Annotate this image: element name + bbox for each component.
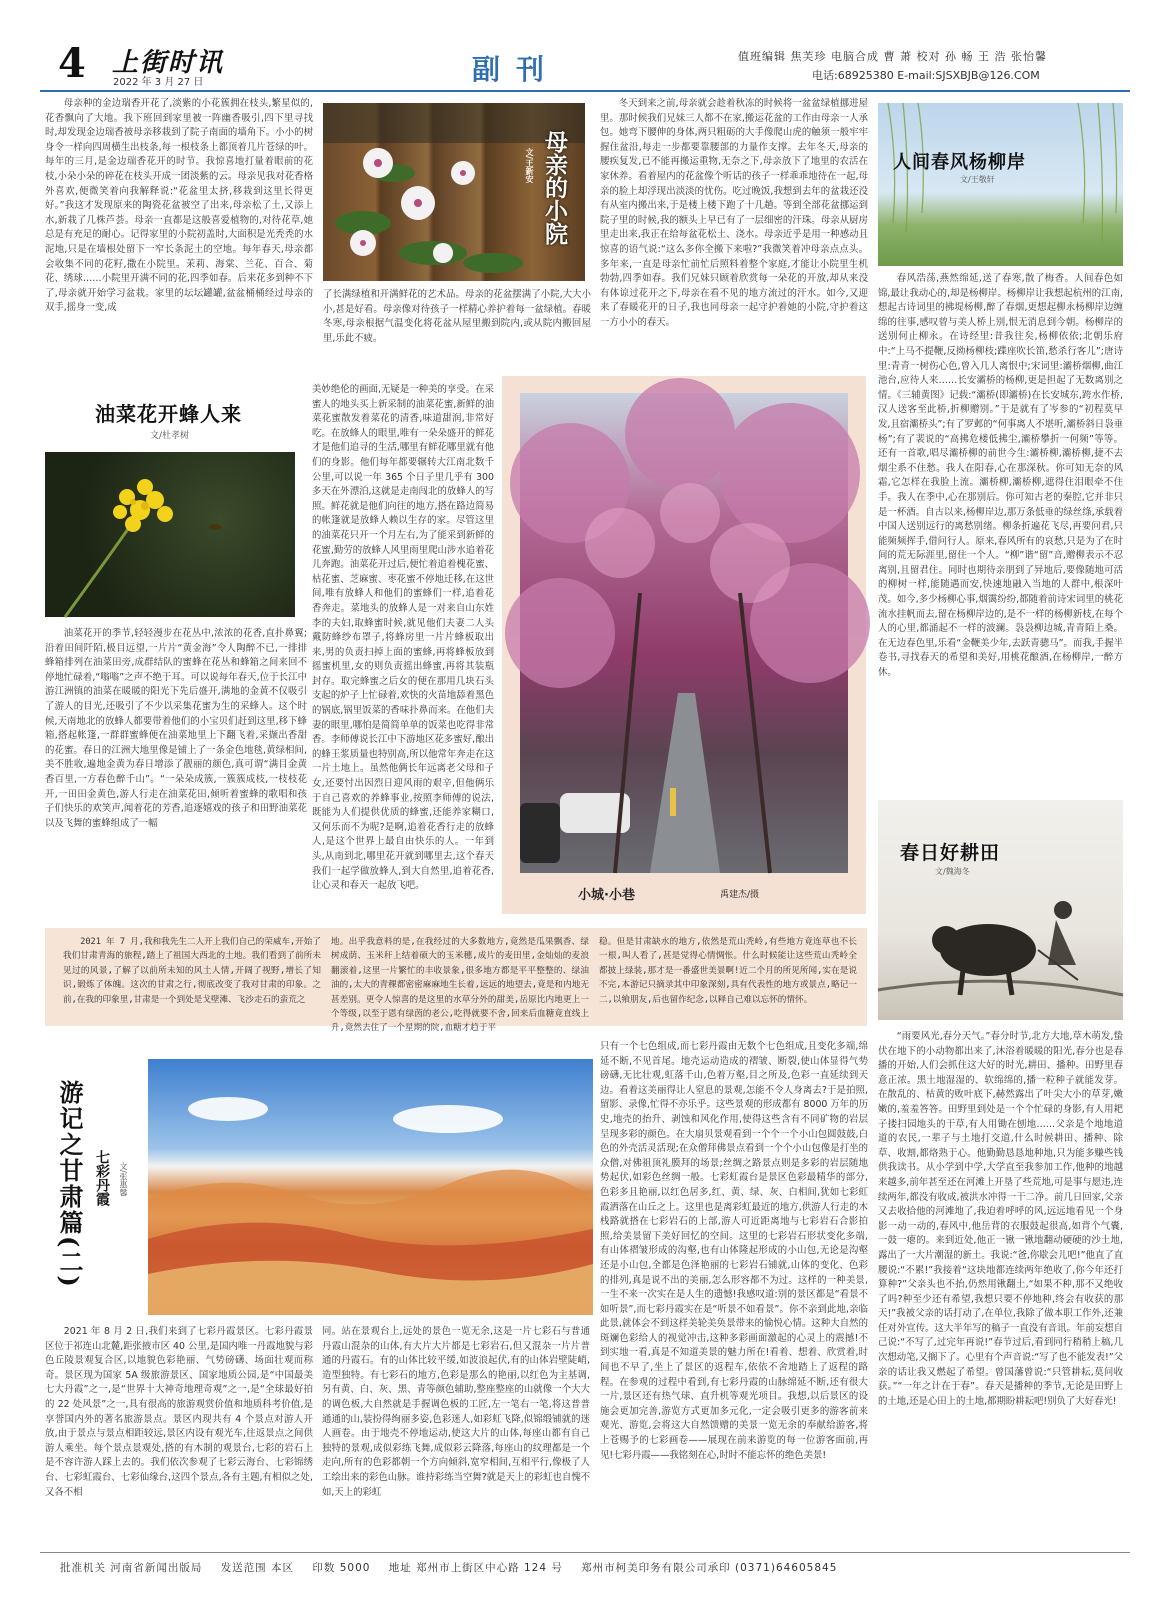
footer-approval: 批准机关 河南省新闻出版局	[60, 1562, 203, 1574]
rapeseed-flower-illustration	[45, 452, 295, 617]
alley-photo-caption: 小城·小巷	[578, 888, 635, 903]
alley-photo	[520, 393, 848, 873]
travel-intro-col2: 地。出乎我意料的是,在我经过的大多数地方,竟然是瓜果飘香、绿树成荫、玉米秆上结着硕大的玉米穗,成片的麦田里,金灿灿的麦浪翻滚着,这里一片繁忙的丰收景象,很多地方都是平平整整的、绿油油的,太大的青稞都密密麻麻地生长着,远远的地望去,竟是和内地无甚差别。更令人惊喜的是这里的水草分外的甜美,岳原比内地更上一个等级,以至于恩有绿茵的老公,吃得就要不舍,回来后血糖竟直线上升,竟然去住了一个星期的院,血糖才趋于平	[331, 937, 589, 1034]
bees-article-col1: 油菜花开的季节,轻轻漫步在花丛中,浓浓的花香,直扑鼻翼;沿着田间阡陌,极目远望,一片片“黄金海”令人陶醉不已,一排排蜂箱排列在油菜田旁,成群结队的蜜蜂在花丛和蜂箱之间来回不停地忙碌着,“嗡嗡”之声不绝于耳。可以说每年春天,位于长江中游江洲镇的油菜在暖暖的阳光下先后盛开,满地的金黄不仅吸引了游人的目光,还吸引了不少以采集花蜜为生的采蜂人。这个时候,天南地北的放蜂人都要带着他们的小宝贝们赶到这里,移下蜂箱,搭起帐篷,一群群蜜蜂便在油菜地里上下翻飞着,采撷出香甜的花蜜。春日的江洲大地里像是铺上了一条金色地毯,黄绿相间,美不胜收,遍地金黄为春日增添了靓丽的颜色,真可谓“满目金黄香百里,一方春色醉千山”。“一朵朵成簇,一簇簇成枝,一枝枝花开,一田田金黄色,游人行走在油菜花田,倾听着蜜蜂的歌唱和孩子们快乐的欢笑声,闻着花的芳香,追逐嬉戏的孩子和田野油菜花以及飞舞的蜜蜂组成了一幅	[45, 628, 307, 829]
travel-article-title: 游记之甘肃篇(二)	[55, 1080, 84, 1289]
travel-article-subtitle: 七彩丹霞	[94, 1150, 110, 1206]
blossom-alley-illustration	[520, 393, 848, 873]
willow-photo	[878, 103, 1123, 266]
travel-intro-col3: 稳。但是甘肃缺水的地方,依然是荒山秃岭,有些地方竟连草也不长一根,叫人看了,甚是觉得心情惆怅。什么时候能让这些荒山秃岭全都披上绿装,那才是一番盛世美景啊!近二个月的所见所闻,实在是说不完,本游记只摘录其中印象深刻,具有代表性的地方或景点,略记一二,以飨朋友,后也留作纪念,以释自己难以忘怀的情怀。	[599, 937, 857, 1005]
travel-intro-col1: 2021 年 7 月,我和我先生二人开上我们自己的荣威车,开始了我们甘肃青海的旅程,踏上了祖国大西北的土地。我们看到了前所未见过的风景,了解了以前所未知的风土人情,开阔了视野,增长了知识,锻炼了体魄。这次的甘肃之行,彻底改变了我对甘肃的印象。之前,在我的印象里,甘肃是一个到处是戈壁滩、飞沙走石的蛮荒之	[63, 937, 321, 1005]
page-number: 4	[58, 40, 86, 87]
alley-photo-credit: 禹建杰/摄	[720, 890, 760, 900]
footer-print-count: 印数 5000	[312, 1562, 371, 1574]
bees-article-byline: 文/杜孝树	[150, 431, 190, 441]
farming-painting	[878, 800, 1123, 1020]
travel-article-byline: 文/张惠馨	[119, 1162, 128, 1197]
issue-date: 2022 年 3 月 27 日	[113, 77, 204, 88]
farming-article-col: “雨要风光,春分天气。”春分时节,北方大地,草木萌发,蛰伏在地下的小动物都出来了,沐浴着暖暖的阳光,春分也是春播的开始,人们会抓住这大好的时光,耕田、播种。田野里春意正浓。黑土地湿湿的、软绵绵的,播一粒种子就能发芽。在散乱的、枯黄的败叶底下,赫然露出了叶尖大小的草芽,嫩嫩的,羞羞答答。田野里到处是一个个忙碌的身影,有人用耙子搂扫园地头的干草,有人用锄在刨地……父亲是个地地道道的农民,一辈子与土地打交道,什么时候耕田、播种、除草、收割,都烙熟于心。他勤勤恳恳地种地,只为能多赚些钱供我读书。从小学到中学,大学直至我参加工作,他种的地越来越多,前年甚至还在河滩上开垦了些荒地,可是事与愿违,连续两年,都没有收成,被洪水冲得一干二净。前几日回家,父亲又去收拾他的河滩地了,我迫着呼呼的风,远远地看见一个身影一动一动的,春风中,他岳背的衣服鼓起很高,如背个气囊,一鼓一瘪的。来到近处,他正一锹一锹地翻动硬硬的沙土地,露出了一大片潮湿的新土。我说:“爸,你歇会儿吧!”他直了直腰说:“不累!”我接着“这块地都连续两年绝收了,你今年还打算种?”父亲头也不抬,仍然用锹翻土,“如果不种,那不又绝收了吗?种至少还有希望,我想只要不停地种,终会有收获的那天!”我被父亲的话打动了,在单位,我除了做本职工作外,还兼任对外宣传。这大半年写的稿子一直没有音讯。年前妄想自己说:“不写了,过完年再说!”春节过后,看到同行稍稍上稿,几次想动笔,又搁下了。心里有个声音说:“写了也不能发表!”父亲的话让我又燃起了希望。曾国藩曾说:“只管耕耘,莫问收获。”“一年之计在于春”。春天是播种的季节,无论是田野上的土地,还是心田上的土地,都期盼耕耘吧!别负了大好春光!	[878, 1031, 1123, 1407]
header-divider	[40, 90, 1130, 92]
bees-article-col2: 美妙绝伦的画面,无疑是一种美的享受。在采蜜人的地头买上新采制的油菜花蜜,新鲜的油菜花蜜散发着菜花的清香,味道甜润,非常好吃。在放蜂人的眼里,唯有一朵朵盛开的鲜花才是他们追寻的生活,哪里有鲜花哪里就有他们的身影。他们每年都要辗转大江南北数千公里,可以说一年 365 个日子里几乎有 300 多天在外漂泊,这就是走南闯北的放蜂人的写照。鲜花就是他们向往的地方,搭在路边简易的帐篷就是放蜂人赖以生存的家。尽管这里的油菜花只开一个月左右,为了能采到新鲜的花蜜,勤劳的放蜂人风里雨里爬山涉水追着花儿奔跑。油菜花开过后,便忙着追着槐花蜜、枯花蜜、芝麻蜜、枣花蜜不停地迁移,在这世间,唯有放蜂人和他们的蜜蜂们一样,追着花香奔走。菜地头的放蜂人是一对来自山东姓李的夫妇,取蜂蜜时候,就见他们夫妻二人头戴防蜂纱布罩子,将蜂房里一片片蜂板取出来,男的负责扫掉上面的蜜蜂,再将蜂板放到摇蜜机里,女的则负责摇出蜂蜜,再将其装瓶封存。取完蜂蜜之后女的便在那用几块石头支起的炉子上忙碌着,欢快的火苗地舔着黑色的锅底,锅里饭菜的香味扑鼻而来。在他们夫妻的眼里,哪怕是简简单单的饭菜也吃得非常香。李师傅说长江中下游地区花多蜜好,酿出的蜂王浆质量也特别高,所以他常年奔走在这一片土地上。虽然他俩长年远离老父母和子女,还要忖出因烈日迎风雨的艰辛,但他俩乐于自己喜欢的养蜂事业,按照李师傅的说法,既能为人们提供优质的蜂蜜,还能养家糊口,又何乐而不为呢?是啊,追着花香行走的放蜂人,是这个世界上最自由快乐的人。一年到头,从南到北,哪里花开就到哪里去,这个春天我们一起学做放蜂人,到大自然里,追着花香,让心灵和春天一起放飞吧。	[312, 384, 494, 892]
farming-article-byline: 文/魏海冬	[935, 867, 970, 876]
travel-article-col1: 2021 年 8 月 2 日,我们来到了七彩丹霞景区。七彩丹霞景区位于祁连山北麓,距张掖市区 40 公里,是国内唯一丹霞地貌与彩色丘陵景观复合区,以地貌色彩艳丽、气势磅礴、场面壮观而称奇。景区现为国家 5A 级旅游景区、国家地质公园,是“中国最美七大丹霞”之一,是“世界十大神奇地理奇观”之一,是“全球最好拍的 22 处风景”之一,具有很高的旅游观赏价值和地质科考价值,是享誉国内外的著名旅游景点。景区内现共有 4 个景点对游人开放,由于景点与景点相距较远,景区内设有观光车,往返景点之间供游人乘坐。每个景点景观处,搭的有木制的观景台,七彩的岩石上是不容许游人踩上去的。我们依次参观了七彩云海台、七彩锦绣台、七彩虹霞台、七彩仙缘台,这四个景点,各有主题,有相似之处,又各不相	[45, 1326, 313, 1498]
ox-plowing-illustration	[878, 800, 1123, 1020]
mother-article-col1: 母亲种的金边瑞香开花了,淡紫的小花簇拥在枝头,繁星似的,花香飘向了大地。我下班回到家里被一阵幽香吸引,四下里寻找时,却发现金边瑞香被母亲移栽到了院子南面的墙角下。小小的树身令一样向四周横生出枝条,每一根枝条上都顶着几片苍绿的叶。每年的三月,是金边瑞香花开的时节。我惊喜地打量着眼前的花枝,小朵小朵的碎花在枝头开成一团淡紫的云。母亲见我对花香格外喜欢,便微笑着向我解释说:“花盆里太挤,移栽到这里长得更好。”我这才发现原来的陶瓷花盆被空了出来,母亲松了土,又添上水,新栽了几株芦荟。母亲一直都是这般喜爱植物的,对待花草,她总是有充足的耐心。记得家里的小院初盖时,大面积是光秃秃的水泥地,只是在墙根处留下一窄长条泥土的空地。每年春天,母亲都会收集不同的花籽,撒在小院里。茉莉、海棠、兰花、百合、菊花、绣球……小院里开满不同的花,四季如春。后来花多到种不下了,母亲就开始学习盆栽。家里的坛坛罐罐,盆盆桶桶经过母亲的双手,摇身一变,成	[45, 98, 313, 314]
travel-article-col2: 同。站在景观台上,远处的景色一览无余,这是一片七彩石与普通丹霞山混杂的山体,有大片大片都是七彩岩石,但又混杂一片片普通的丹霞石。有的山体比较平缓,如波浪起伏,有的山体岩壁陡峭,造型独特。有七彩石的地方,色彩是那么的艳丽,以红色为主基调,另有黄、白、灰、黑、青等颜色辅助,整座整座的山就像一个大大的调色板,大自然就是手握调色板的工匠,左一笔右一笔,将这普普通通的山,装扮得绚丽多姿,色彩迷人,如彩虹飞降,似锦缎铺就的迷人画卷。由于地壳不停地运动,使这大片的山体,每座山都有自己独特的景观,成似彩练飞舞,成似彩云降落,每座山的纹理都是一个走向,所有的色彩都朝一个方向倾斜,宽窄相间,互相平行,像极了人工绘出来的彩色山脉。谁持彩练当空舞?就是天上的彩虹也自愧不如,天上的彩虹	[322, 1326, 590, 1498]
footer-printer: 郑州市柯美印务有限公司承印 (0371)64605845	[581, 1562, 838, 1574]
danxia-landform-illustration	[148, 1059, 593, 1315]
paper-logo: 上街时讯	[112, 48, 225, 78]
mother-article-byline: 文/王新安	[525, 148, 535, 183]
bees-article-title: 油菜花开蜂人来	[95, 402, 242, 426]
section-title: 副刊	[472, 53, 561, 86]
footer-address: 地址 郑州市上街区中心路 124 号	[388, 1562, 563, 1574]
willow-illustration	[878, 103, 1123, 266]
willow-article-byline: 文/王敬轩	[960, 175, 995, 184]
rainbow-danxia-photo	[148, 1059, 593, 1315]
mother-article-title: 母亲的小院	[541, 130, 568, 245]
footer-distribution: 发送范围 本区	[220, 1562, 295, 1574]
footer-divider	[40, 1552, 1130, 1553]
footer-info	[60, 1560, 851, 1575]
rapeseed-bee-photo	[45, 452, 295, 617]
willow-article-title: 人间春风杨柳岸	[893, 152, 1026, 173]
staff-credits: 值班编辑 焦芙珍 电脑合成 曹 萧 校对 孙 畅 王 浩 张怡馨	[738, 50, 1047, 63]
contact-info: 电话:68925380 E-mail:SJSXBJB@126.COM	[812, 69, 1040, 82]
willow-article-col: 春风浩荡,燕然绵延,送了春寒,散了梅香。人间春色如锦,最让我动心的,却是杨柳岸。杨柳岸让我想起杭州的江南,想起古诗词里的拂堤杨柳,醉了春烟,更想起柳永杨柳岸边缠绵的往事,感叹曾与美人桥上别,恨无消息到今朝。杨柳岸的送别何止柳永。在诗经里:昔我往矣,杨柳依依;北朝乐府中:“上马不提鞭,反拗杨柳枝;蹀座吹长笛,愁杀行客儿”;唐诗里:青青一树伤心色,曾入几人离恨中;宋词里:灞桥烟柳,曲江池台,应待人来……长安灞桥的杨柳,更是担起了无数离别之情。《三辅黄图》记载:“灞桥(即灞桥)在长安城东,跨水作桥,汉人送客至此桥,折柳赠别。”于是就有了岑参的“初程莫早发,且宿灞桥头”;有了罗邺的“何事离人不堪听,灞桥斜日袅垂杨”;有了裴说的“高拂危楼低拂尘,灞桥攀折一何频”等等。还有一首歌,唱尽灞桥柳的前世今生:灞桥柳,灞桥柳,捷不去烟尘系不住愁。我人在阳春,心在那深秋。你可知无奈的风霜,它怎样在我脸上流。灞桥柳,灞桥柳,遮得住泪眼牵不住手。我人在季中,心在那别后。你可知古老的秦腔,它并非只是一杯酒。自古以来,杨柳岸边,那万条低垂的绿丝绦,承载着中国人送别远行的离愁别绪。柳条折遍花飞尽,再要问君,只能频频挥手,借问行人。原来,春风所有的哀愁,只是为了在时间的荒无际涯里,留住一个人。“柳”谐“留”音,赠柳表示不忍离别,且留君住。同时也期待亲朋到了异地后,要像随地可活的柳树一样,能随遇而安,快速地融入当地的人群中,根深叶茂。如今,多少杨柳心事,烟霭纷纷,都随着前诗宋词里的桃花流水挂帆而去,留在杨柳岸边的,是不一样的杨柳新枝,在每个人的心里,都涌起不一样的波澜。袅袅柳边城,青青陌上桑。在无边春色里,乐看“金鞭美少年,去跃青骢马”。而我,手握半卷书,寻找春天的希望和美好,用桃花酿酒,在杨柳岸,一醉方休。	[878, 273, 1123, 679]
farming-article-title: 春日好耕田	[900, 842, 1001, 864]
travel-article-col3: 只有一个七色组成,而七彩丹霞由无数个七色组成,且变化多端,绵延不断,不见首尾。地壳运动造成的褶皱、断裂,使山体显得气势磅礴,无比壮观,虹落千山,色着万壑,目之所及,色彩一直延续到天边。看着这美丽得让人窒息的景观,怎能不令人身离去?于是拍照,留影、录像,忙得不亦乐乎。这些景观的形成都有 8000 万年的历史,地壳的抬升、剥蚀和风化作用,使得这些含有不同矿物的岩层呈现多彩的颜色。在大扇贝景观看到一个个一个小山包圆鼓鼓,白色的外壳活灵活现;在众僧拜佛景点看到一个个小山包像是打坐的众僧,对佛祖顶礼膜拜的场景;丝绸之路景点则是多彩的岩层随地势起伏,如彩色丝绸一般。七彩虹霞台是景区色彩最精华的部分,色彩多且艳丽,以红色居多,红、黄、绿、灰、白相间,犹如七彩虹霞洒落在山丘之上。这里也是离彩虹最近的地方,供游人行走的木栈路就搭在七彩岩石的上部,游人可近距离地与七彩岩石合影拍照,给美景留下美好回忆的空间。这里的七彩岩石形状变化多端,有山体褶皱形成的沟壑,也有山体隆起形成的小山包,无论是沟壑还是小山包,全都是色泽艳丽的七彩岩石铺就,山体的变化、色彩的排列,真是说不出的美丽,怎么形容都不为过。这样的一种美景,一生不来一次实在是人生的遗憾!我感叹道:别的景区都是“看景不如听景”,而七彩丹霞实在是“听景不如看景”。你不亲到此地,亲临此景,就体会不到这样美轮美奂景带来的愉悦心情。这种大自然的斑斓色彩给人的视觉冲击,这种多彩画面激起的心灵上的震撼!不到实地一看,真是不知道美景的魅力所在!看着、想着、欣赏着,时间也不早了,坐上了景区的返程车,依依不舍地踏上了返程的路程。在参观的过程中看到,有七彩丹霞的山脉绵延不断,还有很大一片,景区还有热气球、直升机等观光项目。我想,以后景区的设施会更加完善,游览方式更加多元化,一定会吸引更多的游客前来观光、游览,会将这大自然馈赠的美景一览无余的奉献给游客,将上苍赐予的七彩画卷——展现在前来游览的每一位游客面前,再见!七彩丹霞——我铭刻在心,时时不能忘怀的绝色美景!	[600, 1041, 868, 1461]
mother-article-col2: 了长满绿植和开满鲜花的艺术品。母亲的花盆摆满了小院,大大小小,甚是好看。母亲像对待孩子一样精心养护着每一盆绿植。春暖冬寒,母亲根据气温变化将花盆从屋里搬到院内,或从院内搬回屋里,乐此不疲。	[323, 289, 591, 344]
mother-article-col3: 冬天到来之前,母亲就会趁着秋冻的时候将一盆盆绿植挪进屋里。那时候我们兄妹三人都不在家,搬运花盆的工作由母亲一人承包。她弯下腰伸的身体,两只粗砺的大手像爬山虎的触须一般牢牢握住盆沿,每走一步都要靠腰部的力量作支撑。去年冬天,母亲的腰疾复发,已不能再搬运重物,无奈之下,母亲放下了地里的农活在家休养。看着屋内的花盆像个听话的孩子一样乖乖地待在一起,母亲的脸上却浮现出淡淡的忧伤。吃过晚饭,我想到去年的盆栽还没有从室内搬出来,于是楼上楼下跑了十几趟。等到全部花盆挪运到院子里的时候,我的额头上早已有了一层细密的汗珠。母亲从厨房里走出来,我正在给每盆花松土、浇水。母亲近乎是用一种感动且惊喜的语气说:“这么多你全搬下来啦?”我微笑着冲母亲点点头。多年来,一直是母亲忙前忙后照料着整个家庭,才能让小院里生机勃勃,四季如春。我们兄妹只顾着欣赏每一朵花的开放,却从来没有体谅过花开之下,母亲在看不见的地方流过的汗水。如今,又迎来了春暖花开的日子,我也同母亲一起守护着她的小院,守护着这一方小小的春天。	[600, 98, 868, 328]
